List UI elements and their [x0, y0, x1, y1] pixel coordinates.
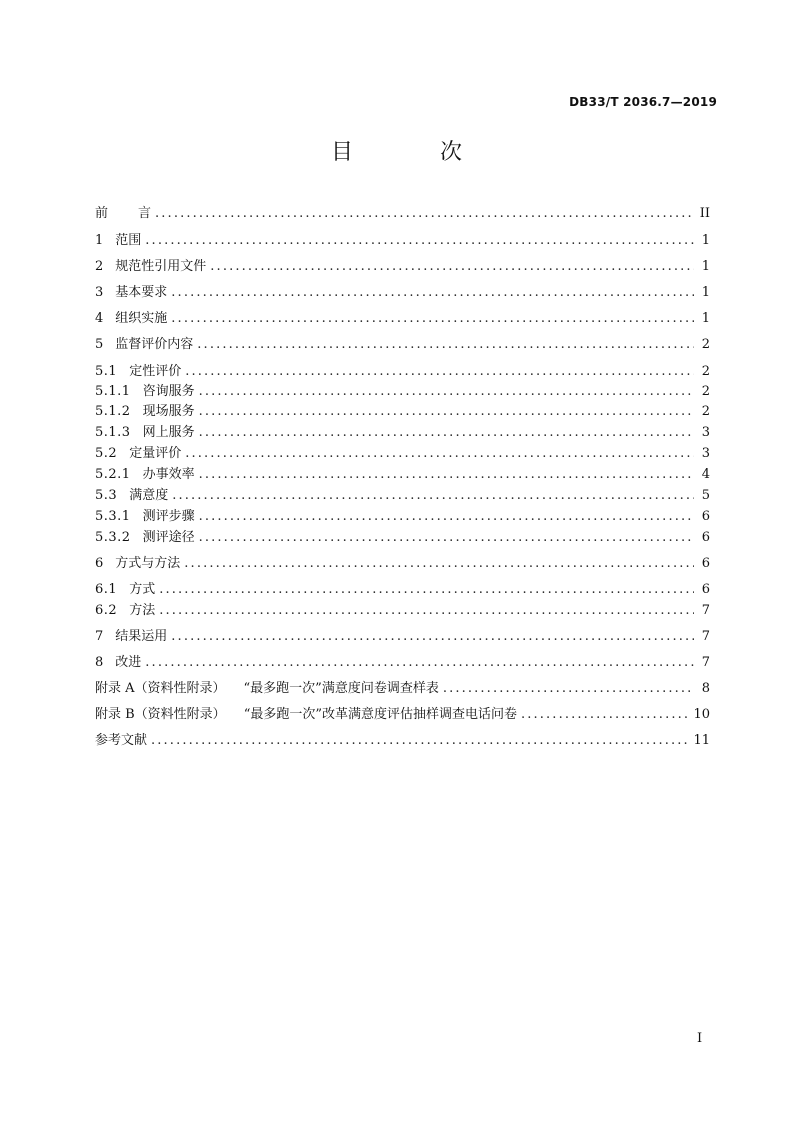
- toc-page: 7: [701, 603, 710, 618]
- toc-page: 2: [701, 404, 710, 419]
- toc-entry[interactable]: [95, 526, 710, 544]
- leader-dots: [159, 582, 694, 597]
- leader-dots: [521, 707, 689, 722]
- toc-text: 现场服务: [142, 404, 195, 419]
- leader-dots: [199, 384, 694, 399]
- toc-text: 范围: [115, 233, 142, 248]
- toc-page: 3: [701, 446, 710, 461]
- leader-dots: [171, 311, 694, 326]
- toc-number: 6.2: [95, 603, 118, 618]
- toc-text: 规范性引用文件: [115, 259, 207, 274]
- leader-dots: [185, 446, 694, 461]
- toc-number: 5.3: [95, 488, 118, 503]
- toc-entry[interactable]: [95, 281, 710, 299]
- toc-number: 2: [95, 259, 104, 274]
- toc-number: 5.3.1: [95, 509, 131, 524]
- toc-text: 网上服务: [142, 425, 195, 440]
- toc-number: 5.1.1: [95, 384, 131, 399]
- toc-number: 5.1.3: [95, 425, 131, 440]
- toc-page: 5: [701, 488, 710, 503]
- toc-text: 结果运用: [115, 629, 168, 644]
- toc-text: 方法: [129, 603, 156, 618]
- page-title: 目 次: [331, 140, 502, 165]
- toc-page: 2: [701, 364, 710, 379]
- toc-text: 定性评价: [129, 364, 182, 379]
- toc-text: 咨询服务: [142, 384, 195, 399]
- toc-entry[interactable]: [95, 400, 710, 418]
- toc-entry[interactable]: [95, 599, 710, 617]
- toc-page: 6: [701, 582, 710, 597]
- toc-text: 测评途径: [142, 530, 195, 545]
- toc-page: 11: [693, 733, 710, 748]
- toc-number: 7: [95, 629, 104, 644]
- toc-number: 附录 B（资料性附录）: [95, 707, 226, 722]
- toc-number: 5.1: [95, 364, 118, 379]
- toc-entry[interactable]: [95, 202, 710, 220]
- toc-entry[interactable]: [95, 333, 710, 351]
- toc-entry[interactable]: [95, 442, 710, 460]
- toc-text: 定量评价: [129, 446, 182, 461]
- toc-number: 1: [95, 233, 104, 248]
- toc-number: 前: [95, 206, 109, 221]
- toc-page: 6: [701, 509, 710, 524]
- toc-page: 1: [701, 311, 710, 326]
- toc-number: 3: [95, 285, 104, 300]
- leader-dots: [199, 404, 694, 419]
- toc-number: 5.3.2: [95, 530, 131, 545]
- toc-entry[interactable]: [95, 255, 710, 273]
- toc-number: 5.2.1: [95, 467, 131, 482]
- toc-number: 5: [95, 337, 104, 352]
- toc-entry[interactable]: [95, 421, 710, 439]
- toc-number: 5.2: [95, 446, 118, 461]
- toc-text: 基本要求: [115, 285, 168, 300]
- document-code: DB33/T 2036.7—2019: [569, 95, 717, 109]
- toc-page: 1: [701, 259, 710, 274]
- toc-entry[interactable]: [95, 505, 710, 523]
- toc-page: 6: [701, 556, 710, 571]
- toc-entry[interactable]: [95, 307, 710, 325]
- leader-dots: [199, 530, 694, 545]
- leader-dots: [443, 681, 694, 696]
- toc-page: 6: [701, 530, 710, 545]
- leader-dots: [155, 206, 694, 221]
- leader-dots: [197, 337, 694, 352]
- toc-entry[interactable]: [95, 625, 710, 643]
- toc-entry[interactable]: [95, 463, 710, 481]
- leader-dots: [145, 655, 694, 670]
- toc-text: 改进: [115, 655, 142, 670]
- toc-page: 3: [701, 425, 710, 440]
- leader-dots: [199, 425, 694, 440]
- toc-page: 1: [701, 285, 710, 300]
- toc-number: 附录 A（资料性附录）: [95, 681, 226, 696]
- toc-entry[interactable]: [95, 380, 710, 398]
- toc-page: 7: [701, 629, 710, 644]
- toc-text: “最多跑一次”改革满意度评估抽样调查电话问卷: [243, 707, 517, 722]
- leader-dots: [210, 259, 694, 274]
- toc-page: 1: [701, 233, 710, 248]
- toc-page: 2: [701, 384, 710, 399]
- leader-dots: [199, 467, 694, 482]
- toc-entry[interactable]: [95, 552, 710, 570]
- leader-dots: [184, 556, 694, 571]
- toc-entry[interactable]: [95, 651, 710, 669]
- toc-number: 4: [95, 311, 104, 326]
- leader-dots: [172, 488, 694, 503]
- toc-text: 办事效率: [142, 467, 195, 482]
- toc-number: 5.1.2: [95, 404, 131, 419]
- toc-number: 参考文献: [95, 733, 148, 748]
- toc-entry[interactable]: [95, 578, 710, 596]
- toc-page: 8: [701, 681, 710, 696]
- toc-number: 6: [95, 556, 104, 571]
- toc-page: 2: [701, 337, 710, 352]
- toc-page: 10: [693, 707, 710, 722]
- toc-text: 言: [138, 206, 152, 221]
- toc-text: 组织实施: [115, 311, 168, 326]
- toc-text: “最多跑一次”满意度问卷调查样表: [243, 681, 439, 696]
- toc-entry[interactable]: [95, 484, 710, 502]
- page-number: I: [697, 1031, 703, 1046]
- leader-dots: [159, 603, 694, 618]
- leader-dots: [199, 509, 694, 524]
- toc-entry[interactable]: [95, 677, 710, 695]
- toc-text: 满意度: [129, 488, 169, 503]
- toc-number: 6.1: [95, 582, 118, 597]
- toc-text: 监督评价内容: [115, 337, 194, 352]
- toc-entry[interactable]: [95, 729, 710, 747]
- toc-page: 4: [701, 467, 710, 482]
- toc-number: 8: [95, 655, 104, 670]
- leader-dots: [151, 733, 689, 748]
- toc-text: 方式: [129, 582, 156, 597]
- toc-entry[interactable]: [95, 229, 710, 247]
- toc-page: II: [699, 206, 710, 221]
- toc-page: 7: [701, 655, 710, 670]
- leader-dots: [171, 629, 694, 644]
- leader-dots: [145, 233, 694, 248]
- toc-text: 方式与方法: [115, 556, 181, 571]
- toc-entry[interactable]: [95, 360, 710, 378]
- leader-dots: [171, 285, 694, 300]
- toc-entry[interactable]: [95, 703, 710, 721]
- toc-text: 测评步骤: [142, 509, 195, 524]
- leader-dots: [185, 364, 694, 379]
